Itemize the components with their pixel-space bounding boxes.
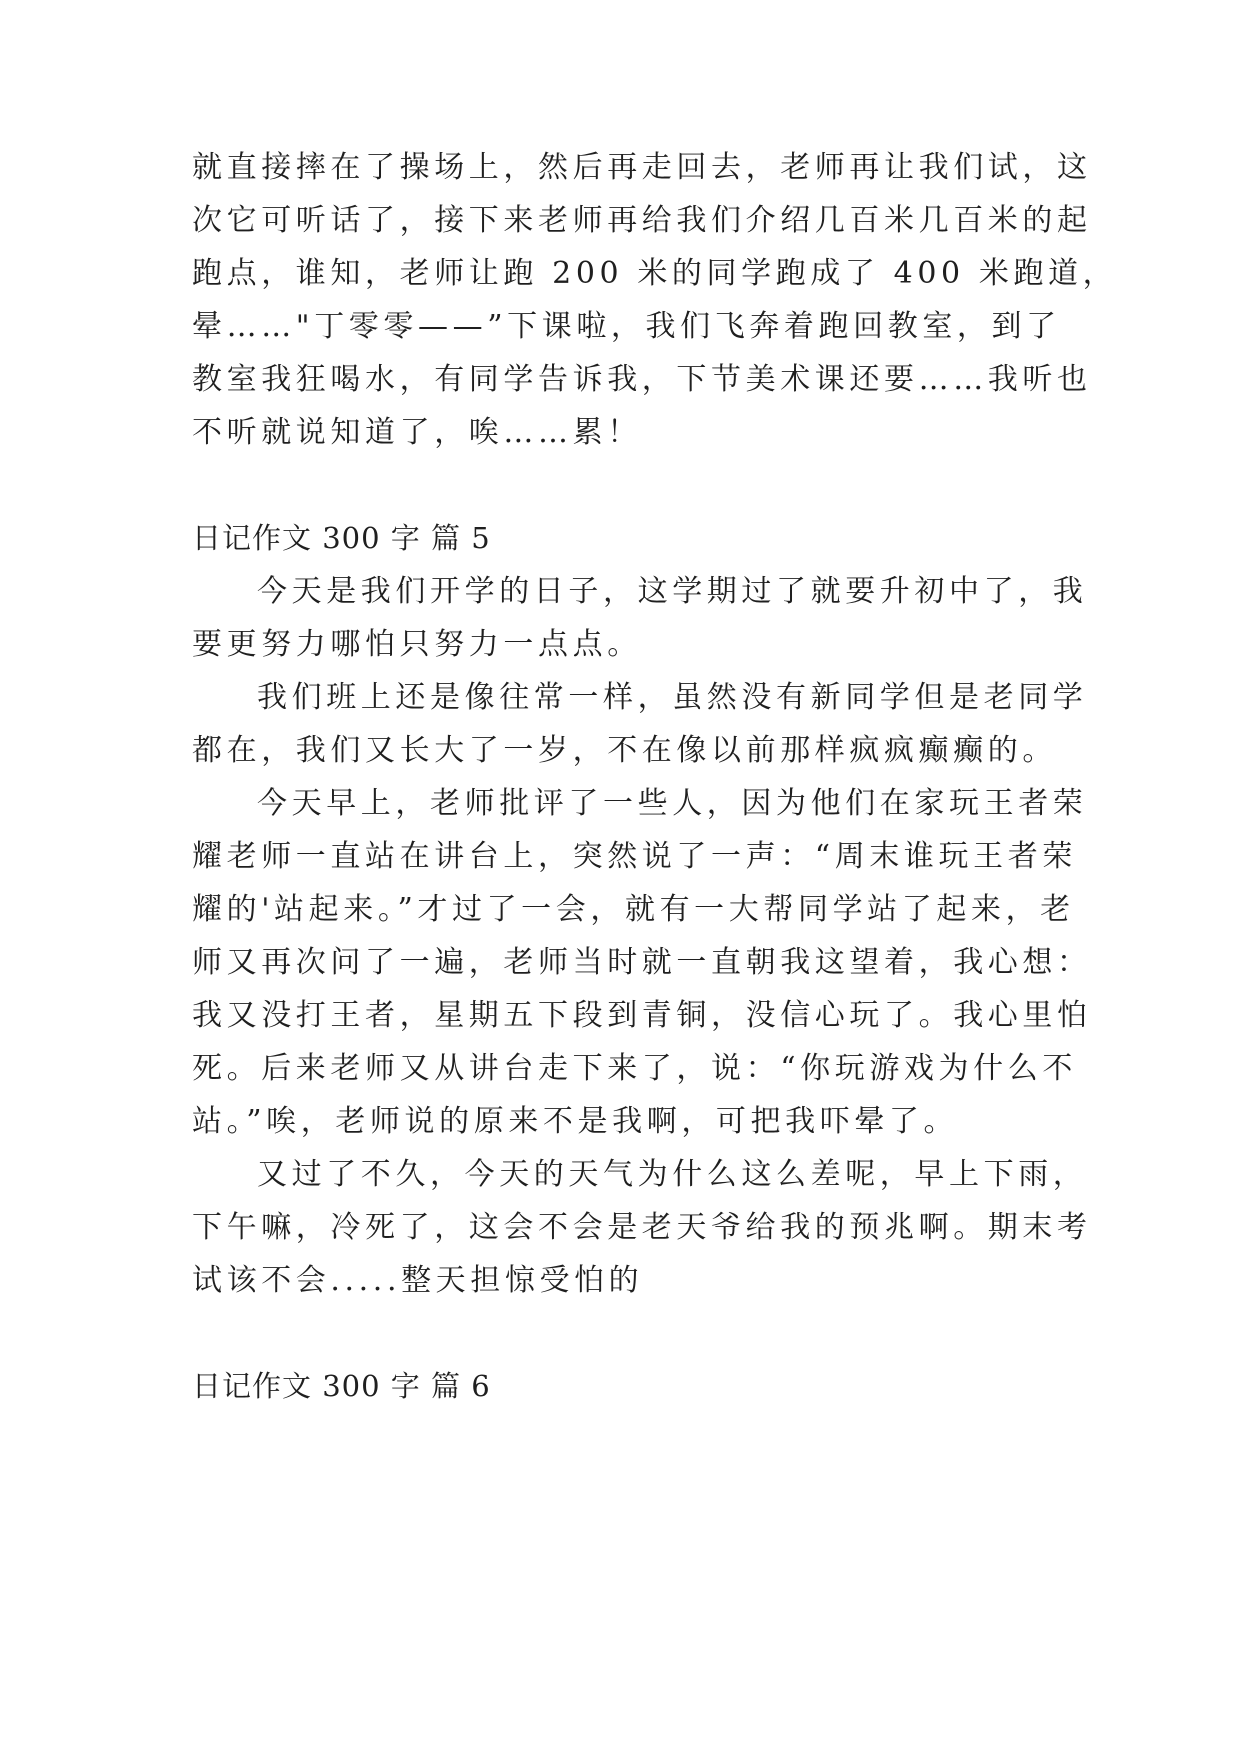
text-line: 站。”唉，老师说的原来不是我啊，可把我吓晕了。 [192,1104,959,1139]
text-line: 都在，我们又长大了一岁，不在像以前那样疯疯癫癫的。 [192,733,1057,768]
text-line: 死。后来老师又从讲台走下来了，说：“你玩游戏为什么不 [192,1051,1077,1086]
text-line: 耀老师一直站在讲台上，突然说了一声：“周末谁玩王者荣 [192,839,1077,874]
text-line: 跑点，谁知，老师让跑 200 米的同学跑成了 400 米跑道， [192,256,1118,291]
text-line: 师又再次问了一遍，老师当时就一直朝我这望着，我心想： [192,945,1092,980]
section-heading-5: 日记作文 300 字 篇 5 [192,521,491,555]
text-line: 试该不会.....整天担惊受怕的 [192,1263,644,1298]
text-line: 不听就说知道了，唉……累！ [192,415,642,450]
text-line: 要更努力哪怕只努力一点点。 [192,627,642,662]
text-line: 晕……"丁零零——”下课啦，我们飞奔着跑回教室，到了 [192,309,1061,344]
section-heading-6: 日记作文 300 字 篇 6 [192,1369,491,1403]
text-line: 次它可听话了，接下来老师再给我们介绍几百米几百米的起 [192,203,1092,238]
text-line: 就直接摔在了操场上，然后再走回去，老师再让我们试，这 [192,150,1092,185]
text-line: 今天早上，老师批评了一些人，因为他们在家玩王者荣 [257,786,1088,821]
text-line: 耀的'站起来。”才过了一会，就有一大帮同学站了起来，老 [192,892,1075,927]
text-line: 又过了不久，今天的天气为什么这么差呢，早上下雨， [257,1157,1088,1192]
text-line: 教室我狂喝水，有同学告诉我，下节美术课还要……我听也 [192,362,1092,397]
text-line: 今天是我们开学的日子，这学期过了就要升初中了，我 [257,574,1088,609]
text-line: 我又没打王者，星期五下段到青铜，没信心玩了。我心里怕 [192,998,1092,1033]
text-line: 我们班上还是像往常一样，虽然没有新同学但是老同学 [257,680,1088,715]
text-line: 下午嘛，冷死了，这会不会是老天爷给我的预兆啊。期末考 [192,1210,1092,1245]
